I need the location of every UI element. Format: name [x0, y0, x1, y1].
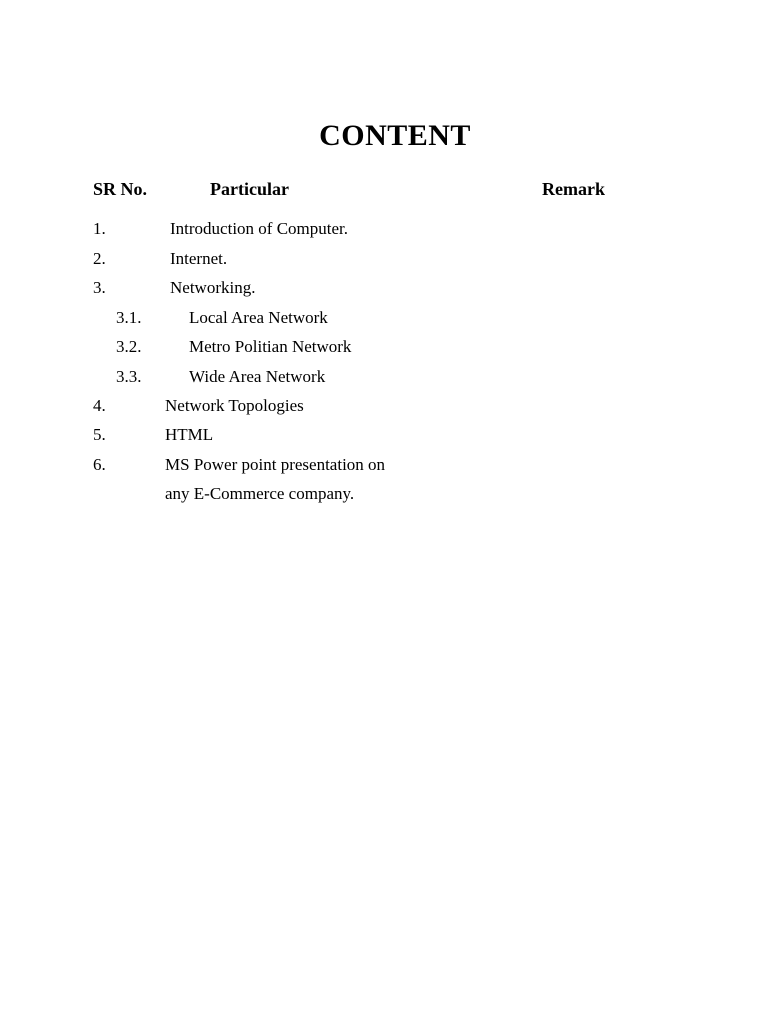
column-header-particular: Particular — [210, 179, 289, 199]
item-number: 6. — [93, 455, 106, 474]
item-text: any E-Commerce company. — [165, 484, 355, 503]
item-number: 5. — [93, 425, 106, 444]
item-text: Networking. — [170, 278, 256, 297]
item-text: Wide Area Network — [189, 367, 326, 386]
column-header-sr-no: SR No. — [93, 179, 148, 199]
page-title: CONTENT — [319, 119, 471, 152]
item-text: Local Area Network — [189, 308, 328, 327]
column-header-remark: Remark — [542, 179, 605, 199]
item-number: 3.2. — [116, 337, 142, 356]
item-number: 2. — [93, 249, 106, 268]
item-number: 3. — [93, 278, 106, 297]
item-text: Introduction of Computer. — [170, 219, 349, 238]
item-text: Metro Politian Network — [189, 337, 352, 356]
item-number: 3.3. — [116, 367, 142, 386]
item-text: HTML — [165, 425, 214, 444]
item-text: Network Topologies — [165, 396, 304, 415]
item-number: 1. — [93, 219, 106, 238]
item-text: MS Power point presentation on — [165, 455, 386, 474]
item-text: Internet. — [170, 249, 228, 268]
item-number: 3.1. — [116, 308, 142, 327]
item-number: 4. — [93, 396, 106, 415]
